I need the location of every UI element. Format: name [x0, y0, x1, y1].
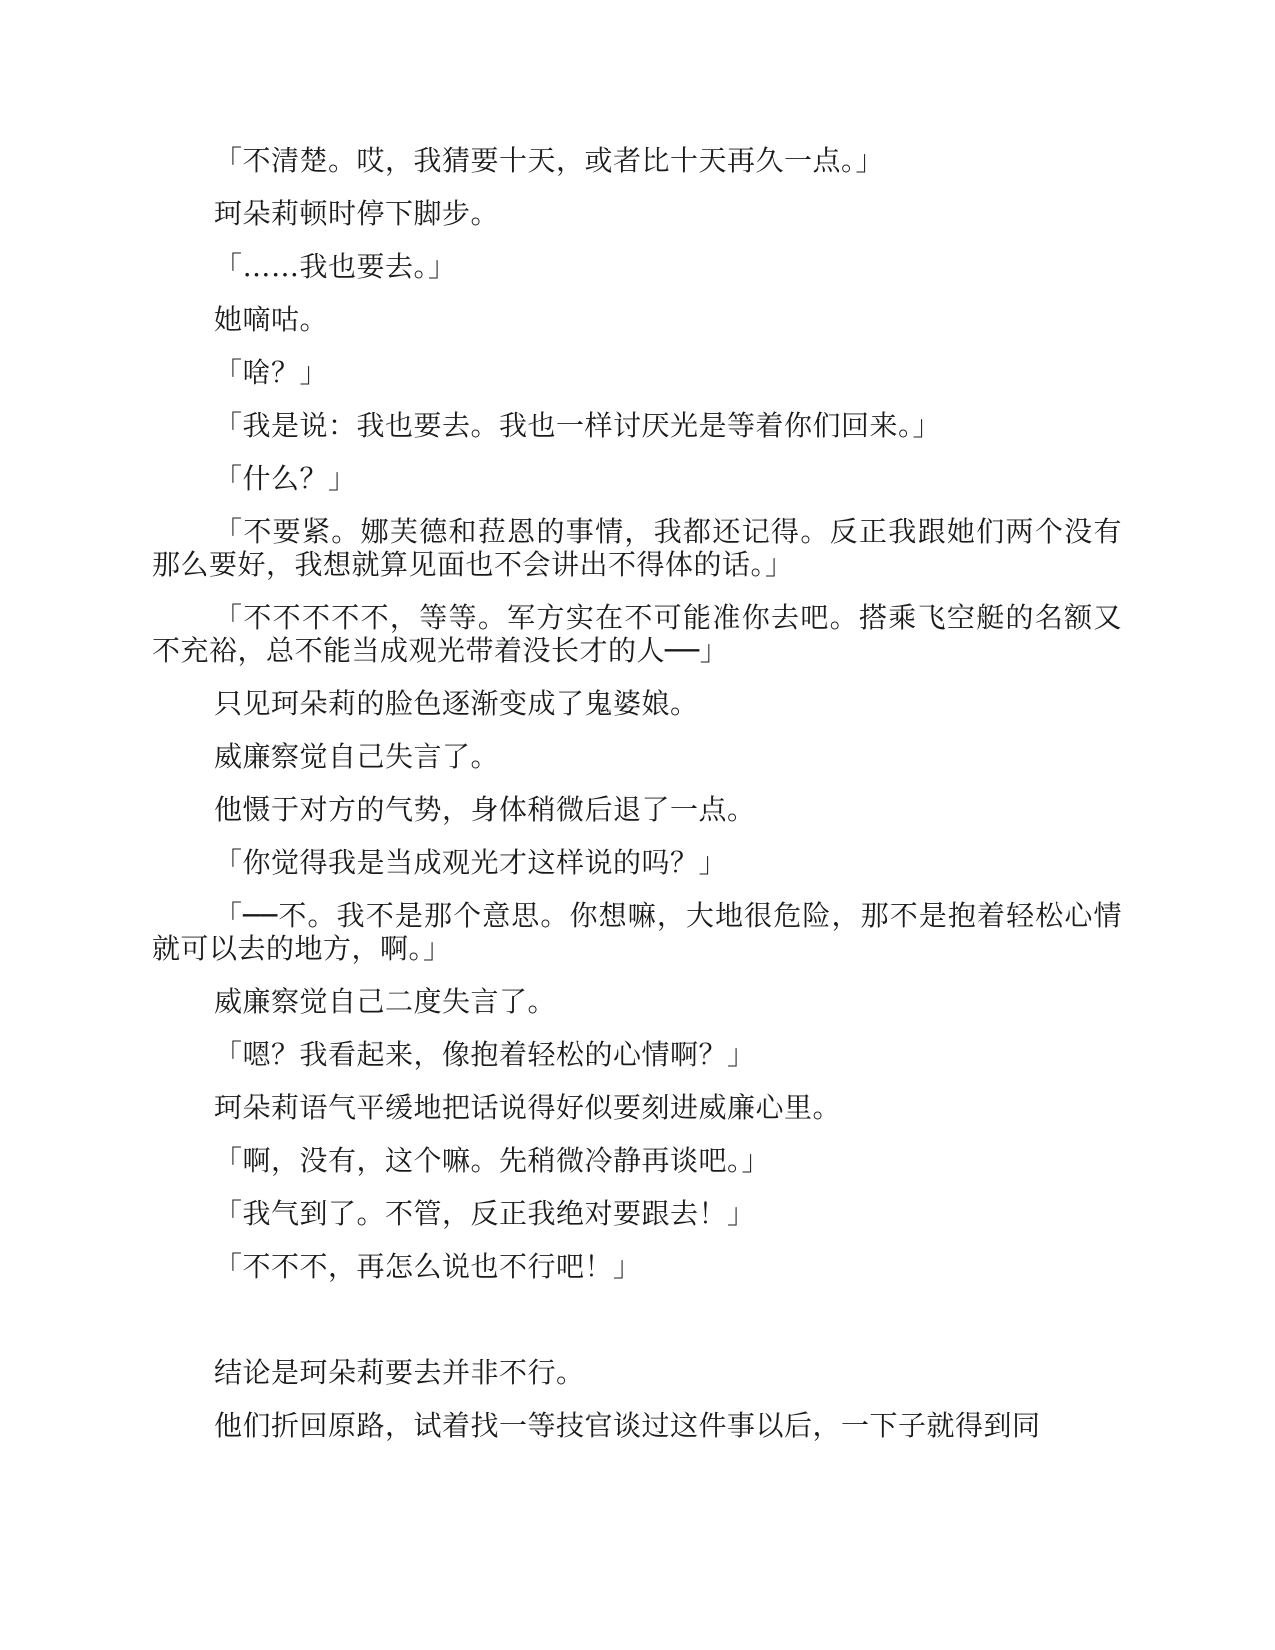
paragraph: 威廉察觉自己二度失言了。	[214, 985, 557, 1018]
paragraph: 他们折回原路，试着找一等技官谈过这件事以后，一下子就得到同	[214, 1409, 1041, 1442]
paragraph: 「我是说：我也要去。我也一样讨厌光是等着你们回来。」	[214, 409, 942, 442]
paragraph: 威廉察觉自己失言了。	[214, 740, 500, 773]
paragraph: 「我气到了。不管，反正我绝对要跟去！」	[214, 1197, 756, 1230]
paragraph: 结论是珂朵莉要去并非不行。	[214, 1356, 585, 1389]
paragraph: 「──不。我不是那个意思。你想嘛，大地很危险，那不是抱着轻松心情就可以去的地方，啊。」	[152, 899, 1122, 965]
paragraph: 「你觉得我是当成观光才这样说的吗？」	[214, 846, 728, 879]
paragraph: 「什么？」	[214, 462, 357, 495]
paragraph: 「……我也要去。」	[214, 250, 457, 283]
body-text	[152, 144, 1122, 1462]
paragraph: 「不清楚。哎，我猜要十天，或者比十天再久一点。」	[214, 144, 885, 177]
paragraph: 「不不不不不，等等。军方实在不可能准你去吧。搭乘飞空艇的名额又不充裕，总不能当成观光带着没长才的人──」	[152, 601, 1122, 667]
paragraph: 「嗯？我看起来，像抱着轻松的心情啊？」	[214, 1038, 756, 1071]
paragraph: 「啊，没有，这个嘛。先稍微冷静再谈吧。」	[214, 1144, 771, 1177]
paragraph: 「不不不，再怎么说也不行吧！」	[214, 1250, 642, 1283]
paragraph: 只见珂朵莉的脸色逐渐变成了鬼婆娘。	[214, 687, 699, 720]
paragraph: 珂朵莉语气平缓地把话说得好似要刻进威廉心里。	[214, 1091, 842, 1124]
paragraph: 她嘀咕。	[214, 303, 329, 336]
blank-line	[152, 1303, 1122, 1336]
paragraph: 「不要紧。娜芙德和菈恩的事情，我都还记得。反正我跟她们两个没有那么要好，我想就算见面也不会讲出不得体的话。」	[152, 515, 1122, 581]
paragraph: 他慑于对方的气势，身体稍微后退了一点。	[214, 793, 756, 826]
paragraph: 珂朵莉顿时停下脚步。	[214, 197, 500, 230]
paragraph: 「啥？」	[214, 356, 329, 389]
